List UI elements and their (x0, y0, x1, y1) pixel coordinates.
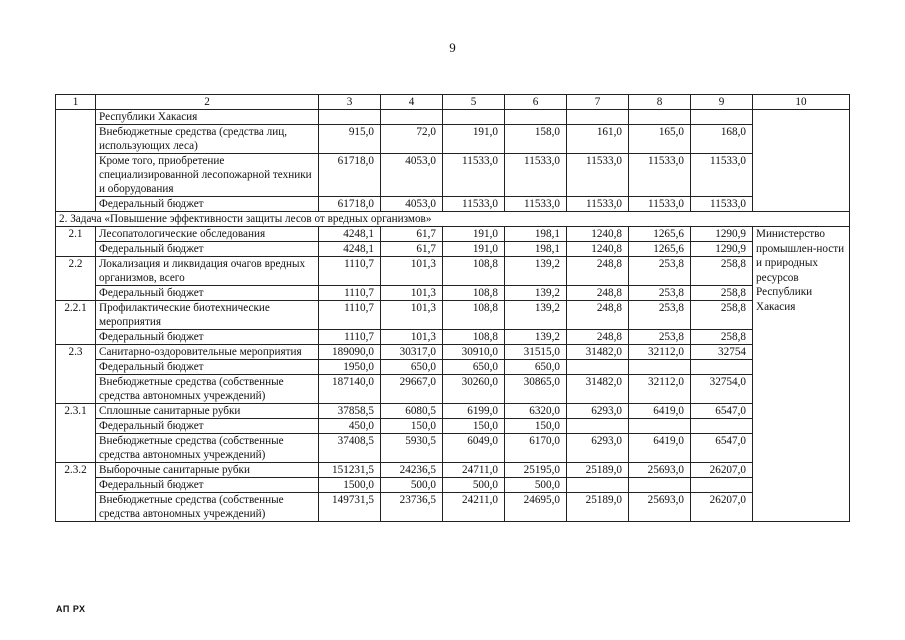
program-budget-table (55, 94, 850, 522)
value-cell: 248,8 (567, 286, 629, 301)
row-label: Внебюджетные средства (собственные средства автономных учреждений) (96, 375, 319, 404)
value-cell: 32112,0 (629, 345, 691, 360)
value-cell: 158,0 (505, 125, 567, 154)
table-row (56, 463, 850, 478)
value-cell: 1110,7 (319, 330, 381, 345)
value-cell: 11533,0 (629, 197, 691, 212)
value-cell: 6170,0 (505, 434, 567, 463)
value-cell: 150,0 (381, 419, 443, 434)
value-cell (319, 110, 381, 125)
responsible-executor: Министерство промышлен-ности и природных ресурсов Республики Хакасия (753, 227, 850, 522)
value-cell (629, 360, 691, 375)
value-cell: 61718,0 (319, 154, 381, 197)
page-number: 9 (449, 40, 456, 55)
value-cell: 198,1 (505, 242, 567, 257)
row-label: Лесопатологические обследования (96, 227, 319, 242)
value-cell: 25693,0 (629, 463, 691, 478)
table-row (56, 197, 850, 212)
column-number-6: 6 (505, 95, 567, 110)
table-row (56, 330, 850, 345)
value-cell: 24711,0 (443, 463, 505, 478)
value-cell: 24695,0 (505, 493, 567, 522)
column-number-10: 10 (753, 95, 850, 110)
value-cell: 150,0 (505, 419, 567, 434)
value-cell: 26207,0 (691, 463, 753, 478)
value-cell: 11533,0 (505, 154, 567, 197)
table-row (56, 286, 850, 301)
item-code: 2.2.1 (56, 301, 96, 345)
row-label: Кроме того, приобретение специализированной лесопожарной техники и оборудования (96, 154, 319, 197)
row-label: Федеральный бюджет (96, 286, 319, 301)
value-cell: 72,0 (381, 125, 443, 154)
row-label: Санитарно-оздоровительные мероприятия (96, 345, 319, 360)
value-cell: 1240,8 (567, 242, 629, 257)
value-cell: 25693,0 (629, 493, 691, 522)
value-cell: 101,3 (381, 301, 443, 330)
value-cell: 258,8 (691, 286, 753, 301)
value-cell: 11533,0 (691, 154, 753, 197)
value-cell: 4053,0 (381, 154, 443, 197)
value-cell: 1265,6 (629, 227, 691, 242)
value-cell: 1110,7 (319, 286, 381, 301)
value-cell: 32754 (691, 345, 753, 360)
footer-mark: АП РХ (56, 604, 86, 614)
section-row (56, 212, 850, 227)
value-cell: 500,0 (443, 478, 505, 493)
value-cell: 32754,0 (691, 375, 753, 404)
value-cell: 6419,0 (629, 404, 691, 419)
value-cell: 191,0 (443, 242, 505, 257)
value-cell (381, 110, 443, 125)
value-cell (691, 360, 753, 375)
row-label: Внебюджетные средства (собственные средства автономных учреждений) (96, 493, 319, 522)
value-cell: 6547,0 (691, 404, 753, 419)
value-cell (567, 478, 629, 493)
item-code: 2.3.1 (56, 404, 96, 463)
value-cell: 650,0 (381, 360, 443, 375)
value-cell: 61,7 (381, 227, 443, 242)
value-cell: 253,8 (629, 286, 691, 301)
value-cell: 258,8 (691, 301, 753, 330)
item-code: 2.2 (56, 257, 96, 301)
value-cell: 6293,0 (567, 434, 629, 463)
value-cell: 450,0 (319, 419, 381, 434)
column-number-5: 5 (443, 95, 505, 110)
value-cell: 11533,0 (505, 197, 567, 212)
value-cell (567, 360, 629, 375)
table-row (56, 257, 850, 286)
value-cell: 24236,5 (381, 463, 443, 478)
value-cell: 25195,0 (505, 463, 567, 478)
value-cell: 139,2 (505, 257, 567, 286)
value-cell: 248,8 (567, 257, 629, 286)
value-cell: 161,0 (567, 125, 629, 154)
row-label: Выборочные санитарные рубки (96, 463, 319, 478)
value-cell: 101,3 (381, 257, 443, 286)
value-cell: 101,3 (381, 286, 443, 301)
value-cell: 149731,5 (319, 493, 381, 522)
value-cell: 258,8 (691, 257, 753, 286)
row-label: Федеральный бюджет (96, 478, 319, 493)
value-cell: 187140,0 (319, 375, 381, 404)
value-cell: 1265,6 (629, 242, 691, 257)
value-cell: 61,7 (381, 242, 443, 257)
value-cell: 4248,1 (319, 242, 381, 257)
value-cell: 139,2 (505, 286, 567, 301)
column-number-8: 8 (629, 95, 691, 110)
value-cell: 198,1 (505, 227, 567, 242)
value-cell: 11533,0 (567, 197, 629, 212)
value-cell: 31482,0 (567, 375, 629, 404)
value-cell: 650,0 (505, 360, 567, 375)
value-cell (691, 419, 753, 434)
value-cell: 11533,0 (443, 154, 505, 197)
table-row (56, 419, 850, 434)
section-heading: 2. Задача «Повышение эффективности защиты лесов от вредных организмов» (56, 212, 850, 227)
column-number-3: 3 (319, 95, 381, 110)
row-label: Республики Хакасия (96, 110, 319, 125)
table-row (56, 375, 850, 404)
column-number-4: 4 (381, 95, 443, 110)
value-cell: 11533,0 (629, 154, 691, 197)
value-cell: 253,8 (629, 330, 691, 345)
value-cell (443, 110, 505, 125)
value-cell: 191,0 (443, 227, 505, 242)
value-cell: 25189,0 (567, 493, 629, 522)
value-cell: 1290,9 (691, 227, 753, 242)
item-code: 2.1 (56, 227, 96, 257)
value-cell: 11533,0 (567, 154, 629, 197)
value-cell (567, 419, 629, 434)
value-cell: 1290,9 (691, 242, 753, 257)
value-cell: 31515,0 (505, 345, 567, 360)
value-cell: 37408,5 (319, 434, 381, 463)
item-code: 2.3 (56, 345, 96, 404)
value-cell: 500,0 (505, 478, 567, 493)
table-row (56, 434, 850, 463)
value-cell: 4053,0 (381, 197, 443, 212)
value-cell: 6080,5 (381, 404, 443, 419)
table-row (56, 110, 850, 125)
column-number-9: 9 (691, 95, 753, 110)
column-number-row (56, 95, 850, 110)
value-cell: 30260,0 (443, 375, 505, 404)
column-number-7: 7 (567, 95, 629, 110)
table-row (56, 345, 850, 360)
value-cell (691, 478, 753, 493)
value-cell: 500,0 (381, 478, 443, 493)
table-row (56, 154, 850, 197)
value-cell: 108,8 (443, 301, 505, 330)
value-cell: 29667,0 (381, 375, 443, 404)
table-row (56, 404, 850, 419)
value-cell: 139,2 (505, 330, 567, 345)
item-code: 2.3.2 (56, 463, 96, 522)
value-cell (505, 110, 567, 125)
value-cell: 6199,0 (443, 404, 505, 419)
value-cell: 30317,0 (381, 345, 443, 360)
value-cell: 253,8 (629, 257, 691, 286)
value-cell: 6293,0 (567, 404, 629, 419)
value-cell: 30865,0 (505, 375, 567, 404)
row-label: Федеральный бюджет (96, 242, 319, 257)
value-cell: 11533,0 (443, 197, 505, 212)
value-cell: 108,8 (443, 286, 505, 301)
table-row (56, 301, 850, 330)
row-label: Федеральный бюджет (96, 197, 319, 212)
value-cell: 6547,0 (691, 434, 753, 463)
value-cell: 248,8 (567, 330, 629, 345)
value-cell: 165,0 (629, 125, 691, 154)
row-label: Сплошные санитарные рубки (96, 404, 319, 419)
value-cell: 32112,0 (629, 375, 691, 404)
value-cell: 1110,7 (319, 257, 381, 286)
row-label: Внебюджетные средства (средства лиц, использующих леса) (96, 125, 319, 154)
value-cell: 24211,0 (443, 493, 505, 522)
value-cell: 23736,5 (381, 493, 443, 522)
table-row (56, 242, 850, 257)
value-cell: 6320,0 (505, 404, 567, 419)
value-cell: 26207,0 (691, 493, 753, 522)
value-cell (691, 110, 753, 125)
value-cell: 650,0 (443, 360, 505, 375)
value-cell: 248,8 (567, 301, 629, 330)
table-row (56, 478, 850, 493)
value-cell: 61718,0 (319, 197, 381, 212)
row-label: Внебюджетные средства (собственные средства автономных учреждений) (96, 434, 319, 463)
value-cell: 139,2 (505, 301, 567, 330)
row-label: Профилактические биотехнические мероприятия (96, 301, 319, 330)
value-cell: 6049,0 (443, 434, 505, 463)
value-cell: 4248,1 (319, 227, 381, 242)
value-cell: 189090,0 (319, 345, 381, 360)
value-cell: 168,0 (691, 125, 753, 154)
value-cell: 258,8 (691, 330, 753, 345)
value-cell: 191,0 (443, 125, 505, 154)
value-cell: 1240,8 (567, 227, 629, 242)
value-cell (629, 419, 691, 434)
column-number-2: 2 (96, 95, 319, 110)
value-cell (629, 478, 691, 493)
value-cell: 108,8 (443, 330, 505, 345)
value-cell: 151231,5 (319, 463, 381, 478)
value-cell: 37858,5 (319, 404, 381, 419)
value-cell: 25189,0 (567, 463, 629, 478)
row-label: Федеральный бюджет (96, 419, 319, 434)
table-row (56, 360, 850, 375)
value-cell: 5930,5 (381, 434, 443, 463)
table-row (56, 493, 850, 522)
table-row (56, 125, 850, 154)
value-cell: 150,0 (443, 419, 505, 434)
value-cell: 915,0 (319, 125, 381, 154)
code-cell (56, 110, 96, 212)
value-cell: 101,3 (381, 330, 443, 345)
value-cell: 1500,0 (319, 478, 381, 493)
row-label: Федеральный бюджет (96, 330, 319, 345)
column-number-1: 1 (56, 95, 96, 110)
value-cell: 11533,0 (691, 197, 753, 212)
value-cell: 253,8 (629, 301, 691, 330)
value-cell: 108,8 (443, 257, 505, 286)
value-cell: 6419,0 (629, 434, 691, 463)
row-label: Локализация и ликвидация очагов вредных организмов, всего (96, 257, 319, 286)
value-cell (567, 110, 629, 125)
value-cell: 30910,0 (443, 345, 505, 360)
value-cell: 31482,0 (567, 345, 629, 360)
value-cell: 1110,7 (319, 301, 381, 330)
table-row (56, 227, 850, 242)
value-cell (629, 110, 691, 125)
responsible-cell (753, 110, 850, 212)
row-label: Федеральный бюджет (96, 360, 319, 375)
value-cell: 1950,0 (319, 360, 381, 375)
